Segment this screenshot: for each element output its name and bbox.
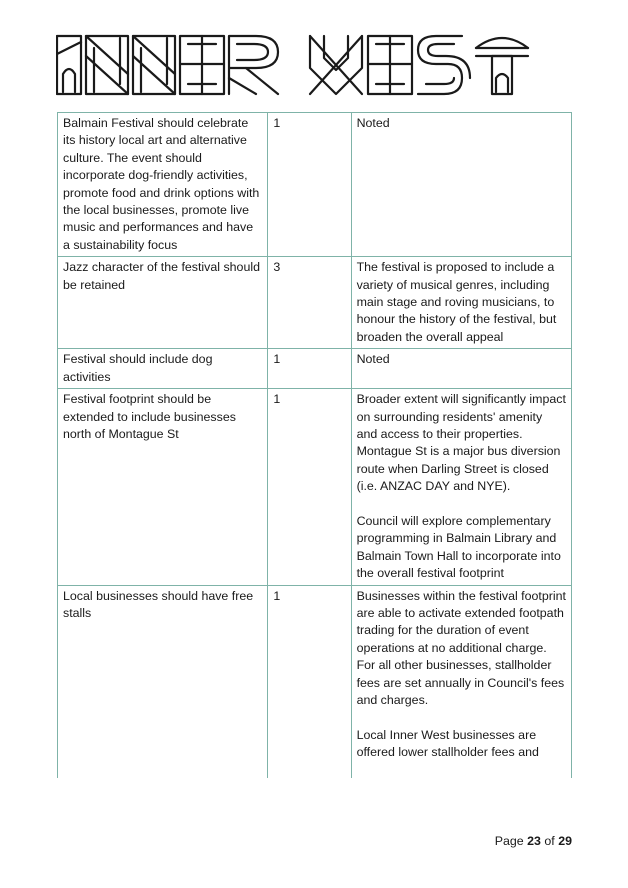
logo-letter-w	[310, 36, 362, 94]
feedback-cell: Local businesses should have free stalls	[58, 585, 268, 778]
page-total: 29	[558, 834, 572, 848]
logo-letter-t	[476, 38, 528, 94]
logo-letter-e	[180, 36, 224, 94]
page-label: Page	[494, 834, 524, 848]
table-row	[58, 113, 572, 257]
logo-letter-n1	[86, 36, 128, 94]
response-cell: The festival is proposed to include a variety of musical genres, including main stage and roving musicians, to honour the history of the festival, but broaden the overall appeal	[351, 257, 571, 349]
logo-letter-r	[229, 36, 278, 94]
table-row	[58, 389, 572, 585]
feedback-cell: Balmain Festival should celebrate its history local art and alternative culture. The event should incorporate dog-friendly activities, promote food and drink options with the local businesses, promote live music and performances and have a sustainability focus	[58, 113, 268, 257]
table-row	[58, 257, 572, 349]
count-cell: 1	[268, 113, 351, 257]
response-cell: Noted	[351, 349, 571, 389]
count-cell: 1	[268, 585, 351, 778]
logo-letter-s	[418, 36, 470, 94]
feedback-cell: Festival footprint should be extended to include businesses north of Montague St	[58, 389, 268, 585]
table-row	[58, 349, 572, 389]
inner-west-logo	[56, 34, 536, 98]
page-of-label: of	[544, 834, 555, 848]
logo-letter-n2	[133, 36, 175, 94]
count-cell: 1	[268, 389, 351, 585]
table-row	[58, 585, 572, 778]
response-cell: Noted	[351, 113, 571, 257]
response-cell: Broader extent will significantly impact on surrounding residents' amenity and access to their properties. Montague St is a major bus diversion route when Darling Street is closed (i.e. ANZAC DAY and NYE). Council will explore complementary programming in Balmain Library and Balmain Town Hall to incorporate into the overall festival footprint	[351, 389, 571, 585]
feedback-table	[57, 112, 572, 778]
logo-letter-i	[57, 36, 81, 94]
page-number	[495, 834, 572, 848]
feedback-cell: Jazz character of the festival should be retained	[58, 257, 268, 349]
page-current: 23	[527, 834, 541, 848]
count-cell: 3	[268, 257, 351, 349]
response-cell: Businesses within the festival footprint are able to activate extended footpath trading for the duration of event operations at no additional charge. For all other businesses, stallholder fees are set annually in Council's fees and charges. Local Inner West businesses are offered lower stallholder fees and	[351, 585, 571, 778]
logo-letter-e2	[368, 36, 412, 94]
feedback-cell: Festival should include dog activities	[58, 349, 268, 389]
count-cell: 1	[268, 349, 351, 389]
